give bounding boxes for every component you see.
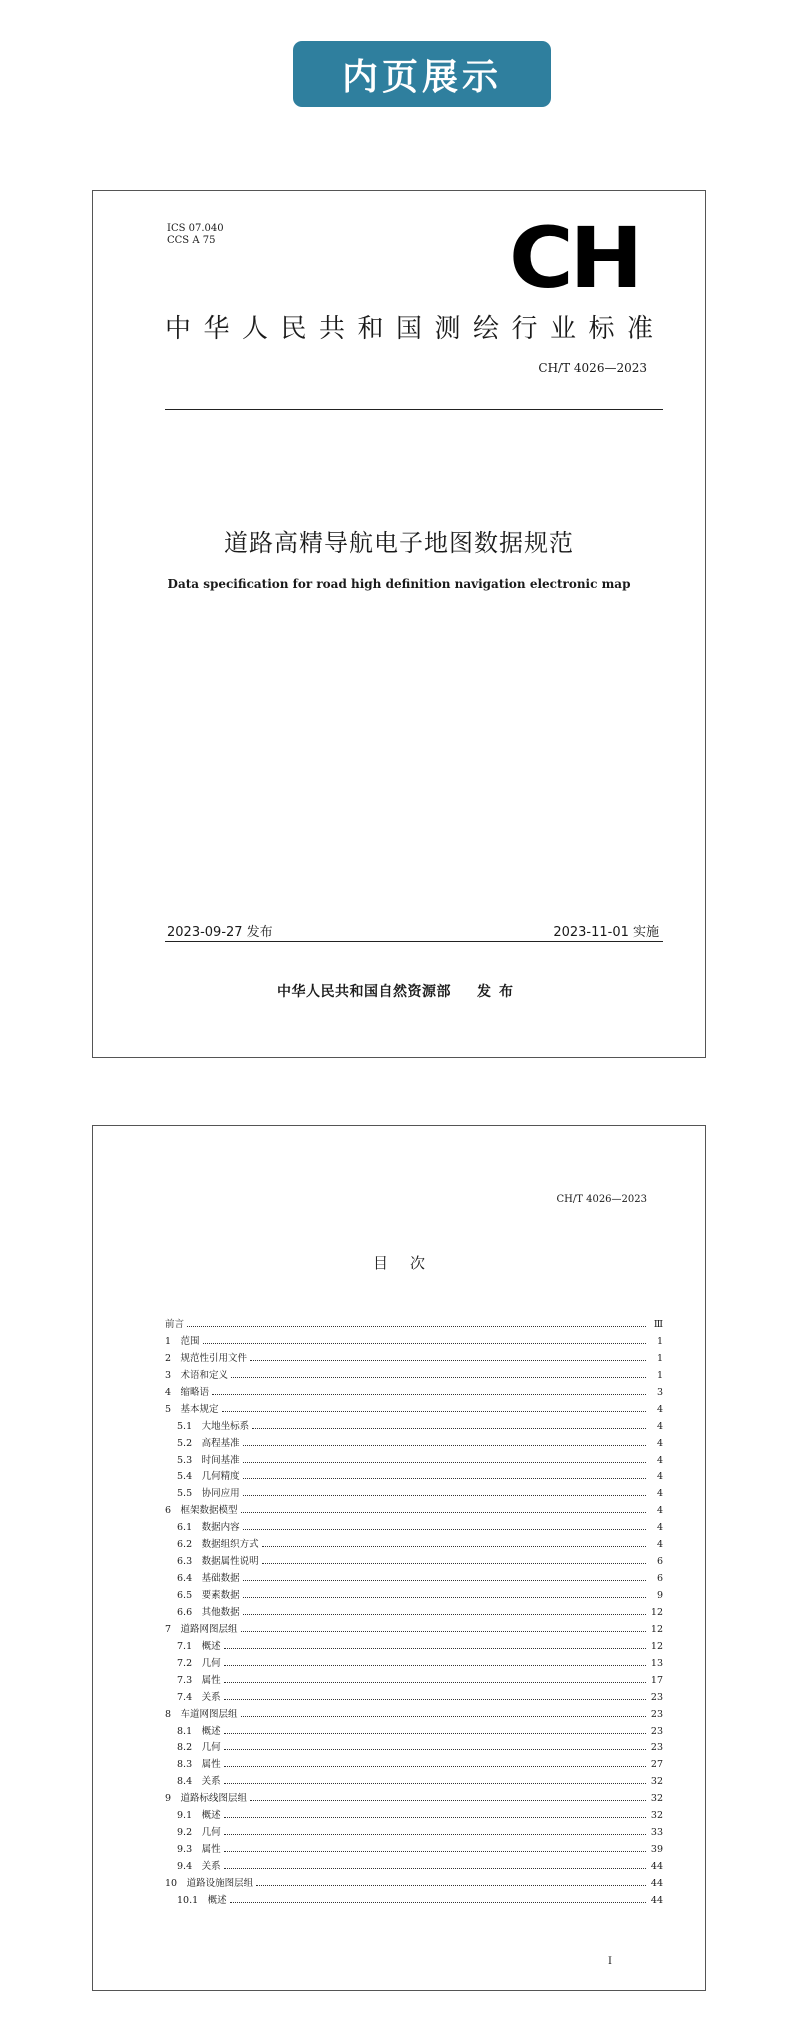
document-title-en: Data specification for road high definition navigation electronic map — [167, 577, 631, 591]
toc-entry-page: 23 — [650, 1708, 663, 1720]
toc-entry-page: 17 — [650, 1674, 663, 1686]
toc-entry[interactable] — [165, 1554, 663, 1571]
document-title-cn: 道路高精导航电子地图数据规范 — [224, 529, 574, 557]
toc-dot-leader — [231, 1370, 646, 1378]
toc-dot-leader — [241, 1709, 646, 1717]
toc-dot-leader — [243, 1438, 646, 1446]
toc-entry-page: 1 — [656, 1352, 663, 1364]
toc-entry-label: 5.4 几何精度 — [177, 1471, 240, 1483]
toc-entry-label: 5.1 大地坐标系 — [177, 1420, 250, 1432]
toc-dot-leader — [222, 1404, 646, 1412]
toc-entry-label: 7.2 几何 — [177, 1657, 221, 1669]
toc-entry-page: 12 — [650, 1606, 663, 1618]
toc-entry[interactable] — [165, 1486, 663, 1503]
standard-code: CH/T 4026—2023 — [538, 361, 647, 375]
toc-entry[interactable] — [165, 1453, 663, 1470]
toc-entry[interactable] — [165, 1808, 663, 1825]
ics-code: ICS 07.040 — [167, 223, 224, 234]
toc-entry[interactable] — [165, 1571, 663, 1588]
toc-entry-label: 1 范围 — [165, 1335, 200, 1347]
publish-verb: 发布 — [477, 984, 521, 1000]
implement-date: 2023-11-01 实施 — [553, 925, 659, 940]
toc-entry-page: 33 — [650, 1827, 663, 1839]
toc-entry-page: 44 — [650, 1894, 663, 1906]
toc-dot-leader — [243, 1522, 646, 1530]
toc-entry[interactable] — [165, 1588, 663, 1605]
toc-entry-page: 4 — [656, 1539, 663, 1551]
toc-dot-leader — [212, 1387, 646, 1395]
toc-entry-page: 4 — [656, 1437, 663, 1449]
toc-entry-label: 8.2 几何 — [177, 1742, 221, 1754]
toc-entry-page: 3 — [656, 1386, 663, 1398]
toc-dot-leader — [224, 1861, 646, 1869]
toc-entry-page: 4 — [656, 1488, 663, 1500]
toc-entry-label: 6.3 数据属性说明 — [177, 1556, 259, 1568]
toc-entry-page: 27 — [650, 1759, 663, 1771]
toc-entry[interactable] — [165, 1605, 663, 1622]
toc-standard-code: CH/T 4026—2023 — [556, 1194, 647, 1205]
toc-dot-leader — [224, 1810, 646, 1818]
toc-entry[interactable] — [165, 1520, 663, 1537]
toc-entry-page: 9 — [656, 1590, 663, 1601]
toc-entry-label: 7 道路网图层组 — [165, 1623, 238, 1635]
toc-entry[interactable] — [165, 1351, 663, 1368]
toc-dot-leader — [224, 1844, 646, 1852]
toc-entry-page: 32 — [650, 1776, 663, 1788]
toc-entry-page: 4 — [656, 1522, 663, 1534]
ccs-code: CCS A 75 — [167, 235, 216, 246]
toc-entry[interactable] — [165, 1791, 663, 1808]
toc-list — [165, 1317, 663, 1910]
toc-entry-label: 5.2 高程基准 — [177, 1437, 240, 1449]
toc-entry-label: 10 道路设施图层组 — [165, 1877, 254, 1889]
toc-dot-leader — [243, 1471, 646, 1479]
toc-entry-label: 3 术语和定义 — [165, 1369, 229, 1381]
toc-dot-leader — [224, 1692, 646, 1700]
toc-dot-leader — [241, 1505, 646, 1513]
toc-entry-label: 10.1 概述 — [177, 1894, 227, 1906]
toc-entry[interactable] — [165, 1436, 663, 1453]
toc-entry-label: 6 框架数据模型 — [165, 1505, 238, 1517]
toc-entry-page: Ⅲ — [653, 1319, 663, 1330]
toc-dot-leader — [262, 1556, 646, 1564]
toc-entry[interactable] — [165, 1419, 663, 1436]
toc-entry-page: 6 — [656, 1556, 663, 1568]
publisher-line — [93, 981, 705, 1001]
toc-dot-leader — [224, 1742, 646, 1750]
cover-page — [92, 190, 706, 1058]
toc-dot-leader — [203, 1336, 646, 1344]
toc-entry[interactable] — [165, 1368, 663, 1385]
toc-entry-label: 9.1 概述 — [177, 1810, 221, 1822]
toc-dot-leader — [224, 1675, 646, 1683]
toc-entry-label: 8 车道网图层组 — [165, 1708, 238, 1720]
toc-entry[interactable] — [165, 1334, 663, 1351]
toc-dot-leader — [224, 1726, 646, 1734]
toc-title: 目次 — [372, 1254, 447, 1272]
toc-dot-leader — [256, 1878, 646, 1886]
toc-dot-leader — [224, 1827, 646, 1835]
industry-standard-title: 中华人民共和国测绘行业标准 — [165, 314, 666, 344]
toc-entry-page: 44 — [650, 1861, 663, 1872]
toc-entry-page: 44 — [650, 1877, 663, 1889]
footer-divider — [165, 941, 663, 942]
publish-date: 2023-09-27 发布 — [167, 925, 273, 940]
toc-entry[interactable] — [165, 1469, 663, 1486]
toc-entry-label: 6.5 要素数据 — [177, 1590, 240, 1601]
toc-entry-label: 7.1 概述 — [177, 1640, 221, 1652]
toc-dot-leader — [230, 1895, 646, 1903]
toc-entry-page: 23 — [650, 1742, 663, 1754]
toc-entry[interactable] — [165, 1876, 663, 1893]
toc-entry-label: 7.4 关系 — [177, 1691, 221, 1703]
toc-entry-label: 4 缩略语 — [165, 1386, 210, 1398]
toc-entry-page: 4 — [656, 1420, 663, 1432]
toc-entry[interactable] — [165, 1317, 663, 1334]
toc-entry[interactable] — [165, 1893, 663, 1910]
toc-entry-label: 9.4 关系 — [177, 1861, 221, 1872]
toc-dot-leader — [243, 1488, 646, 1496]
toc-dot-leader — [243, 1455, 646, 1463]
toc-dot-leader — [241, 1624, 646, 1632]
toc-entry[interactable] — [165, 1690, 663, 1707]
toc-entry[interactable] — [165, 1537, 663, 1554]
toc-dot-leader — [250, 1353, 646, 1361]
page-number: I — [608, 1956, 612, 1967]
toc-entry-page: 23 — [650, 1725, 663, 1737]
toc-entry-label: 6.6 其他数据 — [177, 1606, 240, 1618]
toc-page — [92, 1125, 706, 1991]
toc-dot-leader — [250, 1793, 646, 1801]
toc-dot-leader — [224, 1641, 646, 1649]
publisher-name: 中华人民共和国自然资源部 — [277, 984, 451, 1000]
toc-entry[interactable] — [165, 1740, 663, 1757]
toc-entry-page: 4 — [656, 1403, 663, 1415]
toc-entry-label: 8.1 概述 — [177, 1725, 221, 1737]
toc-entry-page: 32 — [650, 1810, 663, 1822]
ch-logo: CH — [509, 209, 640, 307]
toc-entry-page: 6 — [656, 1573, 663, 1585]
toc-entry[interactable] — [165, 1385, 663, 1402]
toc-entry[interactable] — [165, 1757, 663, 1774]
toc-entry[interactable] — [165, 1724, 663, 1741]
toc-entry-page: 12 — [650, 1640, 663, 1652]
toc-entry[interactable] — [165, 1842, 663, 1859]
classification-codes — [167, 223, 224, 247]
toc-entry-label: 9.3 属性 — [177, 1844, 221, 1856]
toc-entry[interactable] — [165, 1402, 663, 1419]
toc-entry-page: 39 — [650, 1844, 663, 1856]
toc-entry[interactable] — [165, 1639, 663, 1656]
toc-dot-leader — [243, 1607, 646, 1615]
toc-dot-leader — [187, 1319, 646, 1327]
toc-entry-label: 8.4 关系 — [177, 1776, 221, 1788]
toc-entry-label: 5.5 协同应用 — [177, 1488, 240, 1500]
toc-entry-label: 5 基本规定 — [165, 1403, 219, 1415]
toc-entry-label: 6.2 数据组织方式 — [177, 1539, 259, 1551]
toc-entry[interactable] — [165, 1774, 663, 1791]
toc-entry-label: 2 规范性引用文件 — [165, 1352, 248, 1364]
toc-entry-label: 前言 — [165, 1319, 185, 1330]
toc-entry-label: 6.4 基础数据 — [177, 1573, 240, 1585]
toc-entry[interactable] — [165, 1825, 663, 1842]
toc-entry-label: 8.3 属性 — [177, 1759, 221, 1771]
toc-entry[interactable] — [165, 1673, 663, 1690]
header-divider — [165, 409, 663, 410]
section-banner: 内页展示 — [293, 41, 551, 107]
toc-entry-page: 13 — [650, 1657, 663, 1669]
toc-entry-page: 4 — [656, 1454, 663, 1466]
toc-entry-label: 6.1 数据内容 — [177, 1522, 240, 1534]
toc-entry-page: 4 — [656, 1471, 663, 1483]
toc-entry[interactable] — [165, 1707, 663, 1724]
toc-dot-leader — [252, 1421, 646, 1429]
toc-dot-leader — [243, 1573, 646, 1581]
toc-entry-label: 9.2 几何 — [177, 1827, 221, 1839]
toc-dot-leader — [224, 1759, 646, 1767]
toc-entry[interactable] — [165, 1656, 663, 1673]
toc-entry[interactable] — [165, 1622, 663, 1639]
toc-entry-label: 7.3 属性 — [177, 1674, 221, 1686]
toc-entry-label: 9 道路标线图层组 — [165, 1793, 248, 1805]
toc-entry-page: 23 — [650, 1691, 663, 1703]
toc-entry-label: 5.3 时间基准 — [177, 1454, 240, 1466]
toc-dot-leader — [243, 1590, 646, 1598]
toc-entry-page: 4 — [656, 1505, 663, 1517]
toc-dot-leader — [224, 1658, 646, 1666]
toc-entry-page: 32 — [650, 1793, 663, 1805]
toc-dot-leader — [224, 1776, 646, 1784]
toc-entry-page: 12 — [650, 1623, 663, 1635]
toc-entry-page: 1 — [656, 1369, 663, 1381]
toc-dot-leader — [262, 1539, 646, 1547]
toc-entry[interactable] — [165, 1503, 663, 1520]
toc-entry[interactable] — [165, 1859, 663, 1876]
toc-entry-page: 1 — [656, 1335, 663, 1347]
